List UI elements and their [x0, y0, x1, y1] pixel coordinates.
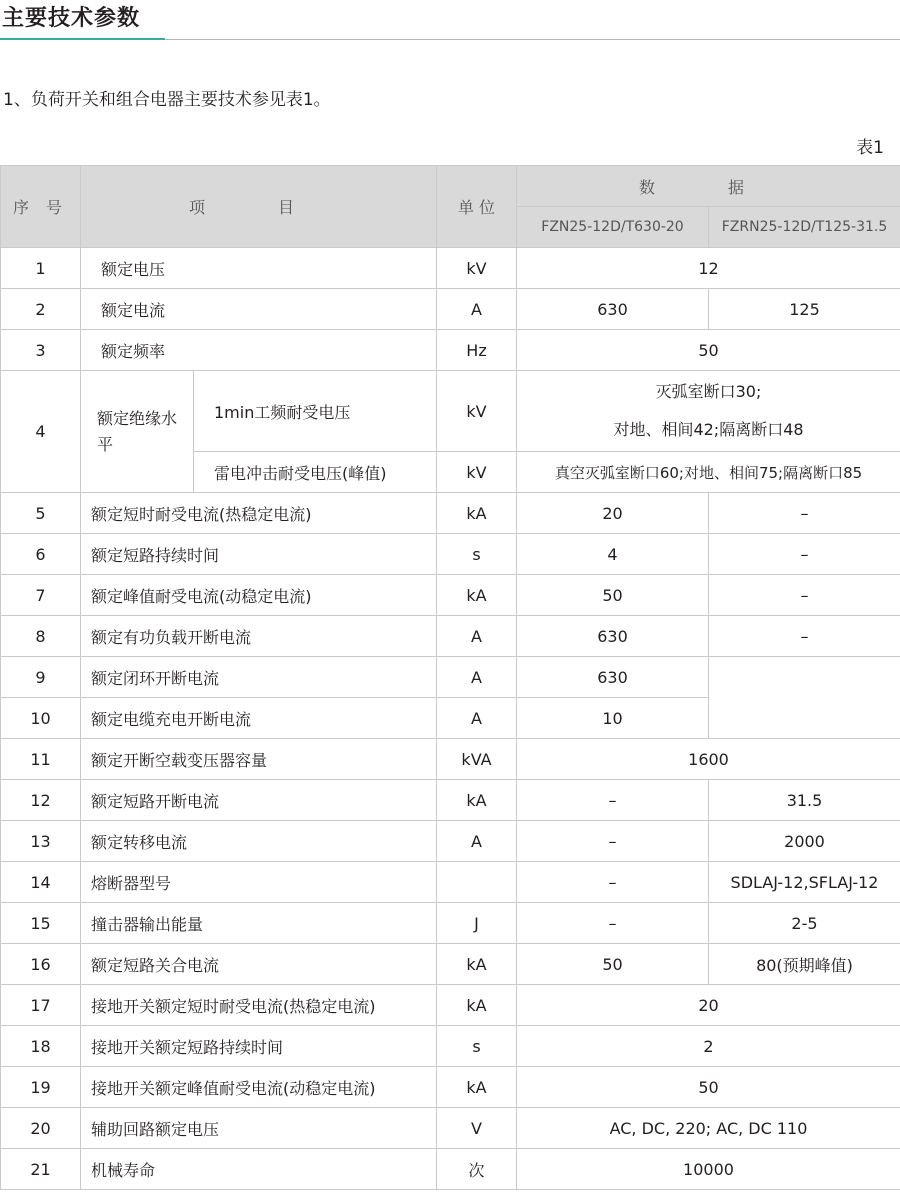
row-value-a: 630 [517, 616, 709, 657]
header-no: 序 号 [1, 166, 81, 248]
row-value: 20 [517, 985, 900, 1026]
row-value: 10000 [517, 1149, 900, 1190]
row-no: 13 [1, 821, 81, 862]
table-row [1, 289, 900, 330]
row-item: 接地开关额定峰值耐受电流(动稳定电流) [81, 1067, 437, 1108]
table-row [1, 493, 900, 534]
row-unit: kA [437, 575, 517, 616]
table-row [1, 1067, 900, 1108]
row-no: 12 [1, 780, 81, 821]
row-item: 额定开断空载变压器容量 [81, 739, 437, 780]
header-model-a: FZN25-12D/T630-20 [517, 207, 709, 248]
row-unit: A [437, 698, 517, 739]
row-unit: kA [437, 1067, 517, 1108]
row-no: 15 [1, 903, 81, 944]
section-header [0, 0, 900, 42]
row-no: 21 [1, 1149, 81, 1190]
table-row [1, 862, 900, 903]
row-value: AC, DC, 220; AC, DC 110 [517, 1108, 900, 1149]
row-value-b: 2000 [709, 821, 900, 862]
row-item: 熔断器型号 [81, 862, 437, 903]
row-item: 额定峰值耐受电流(动稳定电流) [81, 575, 437, 616]
row-value: 1600 [517, 739, 900, 780]
header-data: 数 据 [517, 166, 900, 207]
row-unit: kA [437, 493, 517, 534]
row-no: 10 [1, 698, 81, 739]
row-no: 7 [1, 575, 81, 616]
row-value-b: 2-5 [709, 903, 900, 944]
row-value-b: – [709, 616, 900, 657]
row-item: 额定电压 [81, 248, 437, 289]
row-value-a: – [517, 780, 709, 821]
row-item: 1min工频耐受电压 [194, 371, 437, 452]
row-no: 18 [1, 1026, 81, 1067]
row-value-b: 125 [709, 289, 900, 330]
table-row [1, 534, 900, 575]
table-row [1, 616, 900, 657]
row-no: 8 [1, 616, 81, 657]
row-value-b: SDLAJ-12,SFLAJ-12 [709, 862, 900, 903]
row-unit: kV [437, 371, 517, 452]
row-unit: kA [437, 780, 517, 821]
page-title: 主要技术参数 [2, 6, 141, 31]
row-item: 额定电缆充电开断电流 [81, 698, 437, 739]
table-row [1, 739, 900, 780]
row-no: 4 [1, 371, 81, 493]
table-row [1, 575, 900, 616]
row-no: 17 [1, 985, 81, 1026]
row-item: 接地开关额定短路持续时间 [81, 1026, 437, 1067]
header-model-b: FZRN25-12D/T125-31.5 [709, 207, 900, 248]
row-item: 辅助回路额定电压 [81, 1108, 437, 1149]
table-row [1, 780, 900, 821]
row-unit: A [437, 289, 517, 330]
row-value: 50 [517, 330, 900, 371]
row-no: 19 [1, 1067, 81, 1108]
table-row [1, 944, 900, 985]
row-value-a: – [517, 862, 709, 903]
row-item: 额定转移电流 [81, 821, 437, 862]
row-no: 1 [1, 248, 81, 289]
row-item: 机械寿命 [81, 1149, 437, 1190]
row-value-b: – [709, 534, 900, 575]
table-header-row [1, 166, 900, 207]
row-no: 2 [1, 289, 81, 330]
row-value-a: – [517, 821, 709, 862]
row-item: 额定短路开断电流 [81, 780, 437, 821]
table-row [1, 248, 900, 289]
table-caption: 表1 [856, 138, 884, 158]
row-unit: 次 [437, 1149, 517, 1190]
header-unit: 单 位 [437, 166, 517, 248]
table-row [1, 985, 900, 1026]
row-unit: Hz [437, 330, 517, 371]
row-value-b: 80(预期峰值) [709, 944, 900, 985]
row-unit [437, 862, 517, 903]
row-value-b: 31.5 [709, 780, 900, 821]
row-no: 3 [1, 330, 81, 371]
row-item: 额定电流 [81, 289, 437, 330]
spec-table [0, 165, 900, 1190]
row-value-line: 对地、相间42;隔离断口48 [613, 420, 804, 439]
row-value-b: – [709, 575, 900, 616]
row-unit: kA [437, 944, 517, 985]
table-row [1, 1026, 900, 1067]
row-item: 额定频率 [81, 330, 437, 371]
row-value-a: 20 [517, 493, 709, 534]
row-unit: A [437, 821, 517, 862]
row-unit: A [437, 657, 517, 698]
table-row [1, 1149, 900, 1190]
table-row [1, 1108, 900, 1149]
row-group-label: 额定绝缘水平 [81, 371, 194, 493]
row-unit: A [437, 616, 517, 657]
row-item: 撞击器输出能量 [81, 903, 437, 944]
row-value [517, 371, 900, 452]
row-no: 6 [1, 534, 81, 575]
row-no: 11 [1, 739, 81, 780]
row-item: 额定短路关合电流 [81, 944, 437, 985]
table-row [1, 330, 900, 371]
table-row [1, 657, 900, 698]
table-row [1, 903, 900, 944]
row-no: 16 [1, 944, 81, 985]
title-rule [165, 39, 900, 40]
row-value: 50 [517, 1067, 900, 1108]
row-item: 雷电冲击耐受电压(峰值) [194, 452, 437, 493]
row-unit: kVA [437, 739, 517, 780]
row-value-a: 4 [517, 534, 709, 575]
table-row [1, 371, 900, 452]
table-row [1, 821, 900, 862]
row-unit: s [437, 1026, 517, 1067]
row-value: 2 [517, 1026, 900, 1067]
row-item: 接地开关额定短时耐受电流(热稳定电流) [81, 985, 437, 1026]
row-value-a: 50 [517, 575, 709, 616]
row-no: 9 [1, 657, 81, 698]
row-value-a: 50 [517, 944, 709, 985]
row-unit: kV [437, 248, 517, 289]
row-value-a: 630 [517, 657, 709, 698]
row-unit: kV [437, 452, 517, 493]
row-item: 额定短时耐受电流(热稳定电流) [81, 493, 437, 534]
row-value: 真空灭弧室断口60;对地、相间75;隔离断口85 [517, 452, 900, 493]
row-unit: V [437, 1108, 517, 1149]
row-item: 额定有功负载开断电流 [81, 616, 437, 657]
intro-text: 1、负荷开关和组合电器主要技术参见表1。 [3, 90, 331, 110]
row-no: 14 [1, 862, 81, 903]
row-value-line: 灭弧室断口30; [655, 382, 762, 401]
row-value-a: 10 [517, 698, 709, 739]
row-no: 20 [1, 1108, 81, 1149]
row-no: 5 [1, 493, 81, 534]
row-value-a: 630 [517, 289, 709, 330]
row-value: 12 [517, 248, 900, 289]
header-item: 项 目 [81, 166, 437, 248]
row-value-a: – [517, 903, 709, 944]
title-accent-rule [0, 38, 165, 40]
row-unit: J [437, 903, 517, 944]
row-unit: kA [437, 985, 517, 1026]
row-item: 额定闭环开断电流 [81, 657, 437, 698]
row-value-b: – [709, 493, 900, 534]
row-value-b [709, 657, 900, 739]
row-unit: s [437, 534, 517, 575]
row-item: 额定短路持续时间 [81, 534, 437, 575]
